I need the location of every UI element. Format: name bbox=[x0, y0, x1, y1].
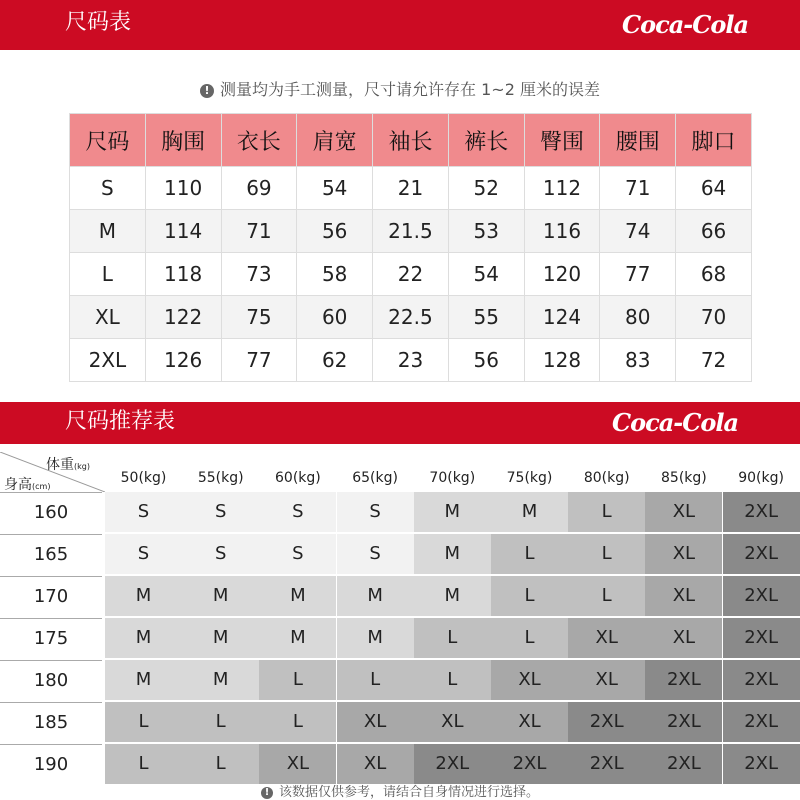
size-recommendation-cell: M bbox=[105, 576, 182, 616]
size-recommendation-cell: XL bbox=[568, 618, 645, 658]
size-table-row bbox=[70, 253, 752, 296]
size-recommendation-cell: 2XL bbox=[723, 492, 800, 532]
height-cell: 180 bbox=[0, 660, 102, 701]
measurement-cell: 83 bbox=[600, 339, 676, 382]
size-chart-title: 尺码表 bbox=[65, 10, 132, 35]
measurement-cell: 72 bbox=[676, 339, 752, 382]
size-recommendation-cell: L bbox=[105, 702, 182, 742]
size-recommendation-cell: XL bbox=[259, 744, 336, 784]
measurement-cell: 114 bbox=[145, 210, 221, 253]
measurement-note-text: 测量均为手工测量，尺寸请允许存在 1~2 厘米的误差 bbox=[220, 80, 600, 99]
size-table-header: 脚口 bbox=[676, 114, 752, 167]
size-recommendation-cell: S bbox=[182, 492, 259, 532]
size-label-cell: M bbox=[70, 210, 146, 253]
height-label: 身高(cm) bbox=[4, 477, 51, 493]
measurement-cell: 60 bbox=[297, 296, 373, 339]
size-table-header: 尺码 bbox=[70, 114, 146, 167]
size-recommendation-cell: L bbox=[182, 744, 259, 784]
size-recommendation-cell: 2XL bbox=[723, 702, 800, 742]
size-recommendation-cell: M bbox=[182, 576, 259, 616]
size-table-row bbox=[70, 339, 752, 382]
measurement-cell: 112 bbox=[524, 167, 600, 210]
size-recommendation-cell: M bbox=[337, 576, 414, 616]
size-recommendation-cell: S bbox=[182, 534, 259, 574]
size-recommendation-cell: 2XL bbox=[723, 534, 800, 574]
weight-column-header: 65(kg) bbox=[352, 470, 398, 486]
height-row bbox=[0, 534, 800, 576]
size-recommendation-cell: S bbox=[259, 492, 336, 532]
recommendation-note bbox=[0, 781, 800, 800]
size-recommendation-cell: L bbox=[491, 576, 568, 616]
size-table-header: 袖长 bbox=[373, 114, 449, 167]
size-recommendation-cell: M bbox=[105, 660, 182, 700]
size-recommendation-cell: S bbox=[105, 492, 182, 532]
measurement-cell: 128 bbox=[524, 339, 600, 382]
size-recommendation-cell: S bbox=[337, 534, 414, 574]
measurement-cell: 22 bbox=[373, 253, 449, 296]
size-label-cell: L bbox=[70, 253, 146, 296]
size-recommendation-cell: XL bbox=[645, 534, 722, 574]
weight-column-header: 50(kg) bbox=[120, 470, 167, 486]
height-row bbox=[0, 702, 800, 744]
size-recommendation-cell: 2XL bbox=[723, 576, 800, 616]
measurement-cell: 64 bbox=[676, 167, 752, 210]
measurement-cell: 116 bbox=[524, 210, 600, 253]
measurement-cell: 54 bbox=[297, 167, 373, 210]
measurement-cell: 70 bbox=[676, 296, 752, 339]
measurement-cell: 68 bbox=[676, 253, 752, 296]
measurement-cell: 71 bbox=[221, 210, 297, 253]
size-recommendation-cell: L bbox=[491, 618, 568, 658]
size-recommendation-cell: S bbox=[105, 534, 182, 574]
measurement-cell: 118 bbox=[145, 253, 221, 296]
size-recommendation-cell: M bbox=[491, 492, 568, 532]
measurement-cell: 69 bbox=[221, 167, 297, 210]
measurement-cell: 74 bbox=[600, 210, 676, 253]
measurement-cell: 56 bbox=[448, 339, 524, 382]
height-cell: 175 bbox=[0, 618, 102, 659]
size-recommendation-cell: M bbox=[259, 618, 336, 658]
measurement-cell: 73 bbox=[221, 253, 297, 296]
measurement-cell: 75 bbox=[221, 296, 297, 339]
size-table-row bbox=[70, 296, 752, 339]
size-table-header: 胸围 bbox=[145, 114, 221, 167]
weight-column-header: 60(kg) bbox=[275, 470, 321, 486]
coca-cola-logo: Coca-Cola bbox=[621, 10, 748, 39]
measurement-cell: 124 bbox=[524, 296, 600, 339]
height-row bbox=[0, 744, 800, 786]
measurement-cell: 21 bbox=[373, 167, 449, 210]
size-recommendation-cell: L bbox=[568, 492, 645, 532]
height-cell: 185 bbox=[0, 702, 102, 743]
size-recommendation-cell: M bbox=[182, 660, 259, 700]
recommendation-title: 尺码推荐表 bbox=[65, 409, 176, 434]
size-recommendation-cell: L bbox=[491, 534, 568, 574]
size-recommendation-cell: L bbox=[259, 702, 336, 742]
measurement-cell: 58 bbox=[297, 253, 373, 296]
size-recommendation-cell: S bbox=[259, 534, 336, 574]
measurement-cell: 22.5 bbox=[373, 296, 449, 339]
height-cell: 190 bbox=[0, 744, 102, 785]
coca-cola-logo: Coca-Cola bbox=[611, 408, 738, 437]
size-label-cell: XL bbox=[70, 296, 146, 339]
size-table-header: 肩宽 bbox=[297, 114, 373, 167]
size-recommendation-cell: M bbox=[414, 576, 491, 616]
height-row bbox=[0, 660, 800, 702]
size-recommendation-cell: S bbox=[337, 492, 414, 532]
size-chart-banner bbox=[0, 0, 800, 50]
size-recommendation-cell: XL bbox=[645, 576, 722, 616]
measurement-cell: 56 bbox=[297, 210, 373, 253]
size-recommendation-cell: 2XL bbox=[645, 702, 722, 742]
size-table-header: 臀围 bbox=[524, 114, 600, 167]
size-recommendation-cell: XL bbox=[337, 744, 414, 784]
size-recommendation-cell: 2XL bbox=[723, 744, 800, 784]
size-recommendation-cell: 2XL bbox=[645, 660, 722, 700]
measurement-note bbox=[0, 77, 800, 100]
height-row bbox=[0, 492, 800, 534]
size-recommendation-cell: L bbox=[568, 534, 645, 574]
height-cell: 170 bbox=[0, 576, 102, 617]
size-recommendation-cell: M bbox=[105, 618, 182, 658]
size-recommendation-cell: XL bbox=[491, 702, 568, 742]
size-recommendation-cell: L bbox=[337, 660, 414, 700]
weight-column-header: 70(kg) bbox=[429, 470, 476, 486]
size-recommendation-cell: L bbox=[568, 576, 645, 616]
size-table bbox=[69, 113, 752, 382]
size-recommendation-cell: 2XL bbox=[491, 744, 568, 784]
size-label-cell: S bbox=[70, 167, 146, 210]
recommendation-note-text: 该数据仅供参考，请结合自身情况进行选择。 bbox=[278, 785, 539, 800]
height-cell: 165 bbox=[0, 534, 102, 575]
size-recommendation-cell: XL bbox=[491, 660, 568, 700]
size-recommendation-cell: 2XL bbox=[568, 702, 645, 742]
size-table-header: 裤长 bbox=[448, 114, 524, 167]
measurement-cell: 80 bbox=[600, 296, 676, 339]
exclamation-icon: ! bbox=[200, 84, 214, 98]
size-recommendation-cell: XL bbox=[568, 660, 645, 700]
exclamation-icon: ! bbox=[261, 787, 273, 799]
measurement-cell: 120 bbox=[524, 253, 600, 296]
measurement-cell: 77 bbox=[600, 253, 676, 296]
weight-column-header: 75(kg) bbox=[506, 470, 553, 486]
weight-header-row bbox=[0, 452, 800, 492]
size-recommendation-cell: M bbox=[414, 492, 491, 532]
height-cell: 160 bbox=[0, 492, 102, 533]
weight-column-header: 85(kg) bbox=[661, 470, 707, 486]
size-recommendation-cell: XL bbox=[645, 618, 722, 658]
size-recommendation-cell: 2XL bbox=[568, 744, 645, 784]
measurement-cell: 122 bbox=[145, 296, 221, 339]
weight-column-header: 55(kg) bbox=[197, 470, 244, 486]
size-recommendation-cell: XL bbox=[645, 492, 722, 532]
height-row bbox=[0, 576, 800, 618]
measurement-cell: 126 bbox=[145, 339, 221, 382]
measurement-cell: 71 bbox=[600, 167, 676, 210]
measurement-cell: 66 bbox=[676, 210, 752, 253]
corner-header bbox=[0, 452, 105, 492]
measurement-cell: 21.5 bbox=[373, 210, 449, 253]
recommendation-banner bbox=[0, 402, 800, 444]
size-recommendation-cell: 2XL bbox=[723, 618, 800, 658]
weight-column-header: 80(kg) bbox=[583, 470, 630, 486]
size-recommendation-cell: M bbox=[337, 618, 414, 658]
size-recommendation-cell: L bbox=[414, 618, 491, 658]
size-recommendation-cell: L bbox=[259, 660, 336, 700]
measurement-cell: 62 bbox=[297, 339, 373, 382]
size-recommendation-cell: 2XL bbox=[645, 744, 722, 784]
size-table-header: 衣长 bbox=[221, 114, 297, 167]
size-recommendation-cell: 2XL bbox=[723, 660, 800, 700]
measurement-cell: 55 bbox=[448, 296, 524, 339]
size-recommendation-cell: L bbox=[414, 660, 491, 700]
size-recommendation-cell: 2XL bbox=[414, 744, 491, 784]
measurement-cell: 53 bbox=[448, 210, 524, 253]
measurement-cell: 77 bbox=[221, 339, 297, 382]
measurement-cell: 110 bbox=[145, 167, 221, 210]
measurement-cell: 23 bbox=[373, 339, 449, 382]
size-recommendation-cell: M bbox=[259, 576, 336, 616]
measurement-cell: 54 bbox=[448, 253, 524, 296]
size-recommendation-cell: L bbox=[182, 702, 259, 742]
weight-column-header: 90(kg) bbox=[738, 470, 784, 486]
recommendation-grid bbox=[0, 452, 800, 786]
height-row bbox=[0, 618, 800, 660]
size-recommendation-cell: M bbox=[182, 618, 259, 658]
weight-label: 体重(kg) bbox=[46, 457, 90, 473]
size-label-cell: 2XL bbox=[70, 339, 146, 382]
size-recommendation-cell: M bbox=[414, 534, 491, 574]
size-recommendation-cell: XL bbox=[337, 702, 414, 742]
size-recommendation-cell: L bbox=[105, 744, 182, 784]
size-table-header: 腰围 bbox=[600, 114, 676, 167]
size-table-row bbox=[70, 167, 752, 210]
size-table-row bbox=[70, 210, 752, 253]
size-recommendation-cell: XL bbox=[414, 702, 491, 742]
measurement-cell: 52 bbox=[448, 167, 524, 210]
